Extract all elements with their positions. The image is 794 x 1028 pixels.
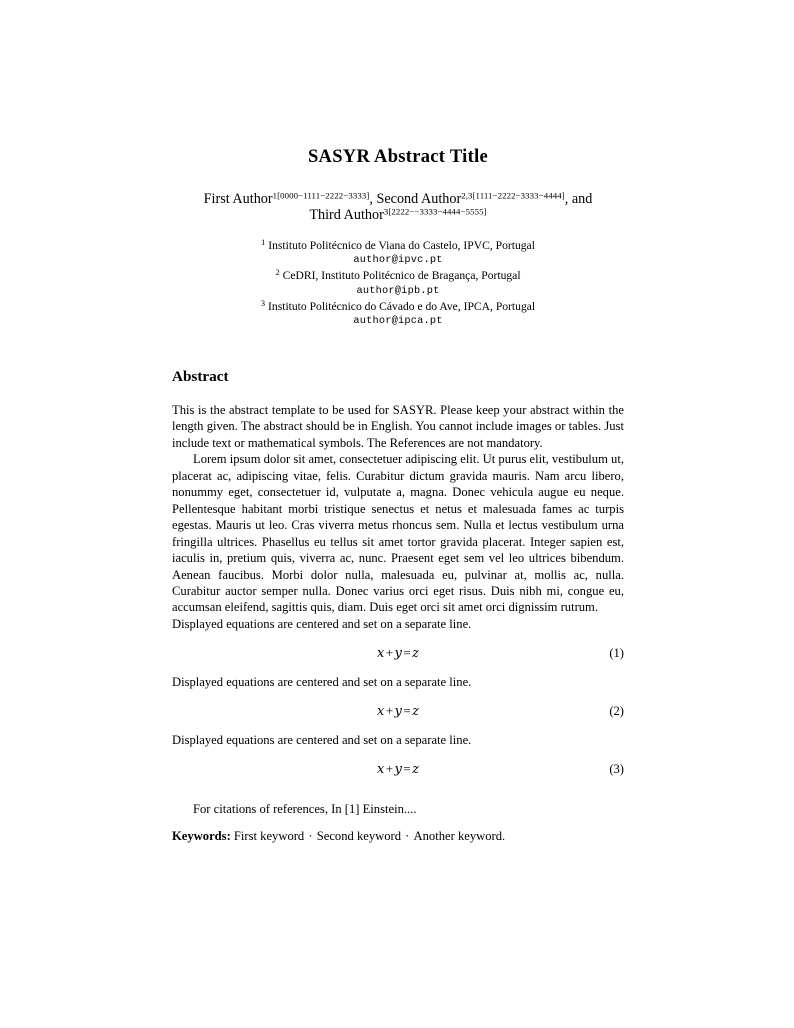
equation-3-operator-equals: = [403,761,411,776]
equation-3-term-y: y [394,761,402,777]
affiliation-1-text: Instituto Politécnico de Viana do Castelo, IPVC, Portugal [268,239,535,252]
affiliation-3-text: Instituto Politécnico do Cávado e do Ave, IPCA, Portugal [268,299,536,313]
keyword-item: First keyword [233,829,305,844]
affiliation-1-marker: 1 [261,237,266,247]
equation-row-2 [172,703,624,719]
equation-3-term-z: z [412,761,419,777]
affiliation-3 [172,299,624,314]
keywords-values [231,829,505,843]
author-1-orcid: 1[0000−1111−2222−3333] [272,190,370,201]
equation-3-expression [172,761,624,778]
keyword-item: Another keyword. [413,829,506,844]
equation-3-term-x: x [377,761,385,777]
abstract-paragraph-2: Lorem ipsum dolor sit amet, consectetuer adipiscing elit. Ut purus elit, vestibulum ut, placerat ac, adipiscing vitae, felis. Curabitur dictum gravida mauris. Nam arcu libero, nonummy eget, consectetuer id, vulputate a, magna. Donec vehicula augue eu neque. Pellentesque habitant morbi tristique senectus et netus et malesuada fames ac turpis egestas. Mauris ut leo. Cras viverra metus rhoncus sem. Nulla et lectus vestibulum urna fringilla ultrices. Phasellus eu tellus sit amet tortor gravida placerat. Integer sapien est, iaculis in, pretium quis, viverra ac, nunc. Praesent eget sem vel leo ultrices bibendum. Aenean faucibus. Morbi dolor nulla, malesuada eu, pulvinar at, mollis ac, nulla. Curabitur auctor semper nulla. Donec varius orci eget risus. Duis nibh mi, congue eu, accumsan eleifend, sagittis quis, diam. Duis eget orci sit amet orci dignissim rutrum. [172,452,624,615]
equation-2-number: (2) [609,703,624,718]
equation-2-term-y: y [394,703,402,719]
equation-2-operator-plus: + [385,703,394,718]
citation-paragraph: For citations of references, In [1] Einstein.... [193,801,417,816]
equation-2-expression [172,703,624,720]
abstract-heading: Abstract [172,368,229,385]
equation-intro-2: Displayed equations are centered and set on a separate line. [172,674,472,689]
equation-3-number: (3) [609,761,624,776]
equation-2-term-z: z [412,703,419,719]
abstract-body [172,402,624,844]
author-separator-2: , and [564,191,593,207]
equation-3-operator-plus: + [385,761,394,776]
affiliation-2-marker: 2 [275,268,280,278]
keywords-spacer [172,817,624,828]
equation-1-operator-plus: + [385,645,394,660]
paragraph-spacer [172,790,624,801]
affiliation-1-email[interactable]: author@ipvc.pt [353,254,443,267]
authors-line-2 [172,205,624,224]
author-1-name: First Author [203,191,273,207]
equation-1-operator-equals: = [403,645,411,660]
equation-1-number: (1) [609,645,624,660]
keyword-separator: · [402,829,413,844]
affiliations-block [172,238,624,329]
author-2-orcid: 2,3[1111−2222−3333−4444] [461,190,565,201]
author-2-name: Second Author [376,191,462,207]
keyword-item: Second keyword [316,829,402,844]
page-title: SASYR Abstract Title [307,147,489,167]
equation-1-expression [172,645,624,662]
equation-row-1 [172,645,624,661]
equation-2-operator-equals: = [403,703,411,718]
affiliation-2-text: CeDRI, Instituto Politécnico de Bragança, Portugal [282,269,521,283]
equation-1-term-y: y [394,645,402,661]
keywords-label: Keywords: [172,829,231,844]
equation-intro-3: Displayed equations are centered and set on a separate line. [172,732,472,747]
affiliation-3-marker: 3 [260,298,266,308]
author-3-name: Third Author [309,206,384,223]
keywords-line [172,828,624,844]
affiliation-1 [172,238,624,253]
author-separator-1: , [369,191,377,207]
affiliation-3-email[interactable]: author@ipca.pt [353,315,443,328]
abstract-paragraph-1: This is the abstract template to be used for SASYR. Please keep your abstract within the length given. The abstract should be in English. You cannot include images or tables. Just include text or mathematical symbols. The References are not mandatory. [172,403,624,450]
keyword-separator: · [305,829,316,844]
affiliation-2-email[interactable]: author@ipb.pt [356,284,440,297]
authors-block [172,192,624,223]
title-block [172,146,624,168]
equation-2-term-x: x [377,703,385,719]
affiliation-2 [172,268,624,283]
equation-intro-1: Displayed equations are centered and set on a separate line. [172,616,472,631]
equation-1-term-x: x [377,645,385,661]
equation-1-term-z: z [412,645,419,661]
author-3-orcid: 3[2222−−3333−4444−5555] [383,205,487,216]
equation-row-3 [172,761,624,777]
